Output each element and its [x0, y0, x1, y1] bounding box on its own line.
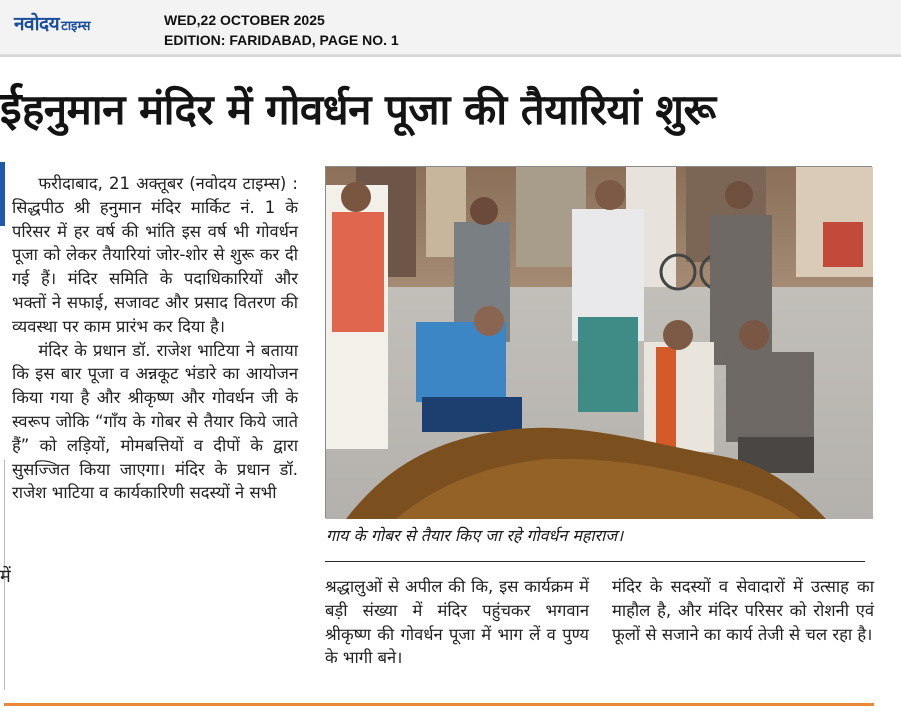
article-column-1 — [12, 172, 298, 684]
column-3-text: मंदिर के सदस्यों व सेवादारों में उत्साह का माहौल है, और मंदिर परिसर को रोशनी एवं फूलों से सजाने का कार्य तेजी से चल रहा है। — [612, 577, 874, 644]
caption-rule — [325, 561, 865, 562]
article-paragraph-1: फरीदाबाद, 21 अक्तूबर (नवोदय टाइम्स) : सिद्धपीठ श्री हनुमान मंदिर मार्किट नं. 1 के परिसर में हर वर्ष की भांति इस वर्ष भी गोवर्धन पूजा को लेकर तैयारियां जोर-शोर से शुरू कर दी गई हैं। मंदिर समिति के पदाधिकारियों और भक्तों ने सफाई, सजावट और प्रसाद वितरण की व्यवस्था पर काम प्रारंभ कर दिया है। — [12, 174, 298, 336]
edition-date: WED,22 OCTOBER 2025 — [164, 12, 325, 28]
article-photo — [325, 166, 872, 518]
edition-header — [0, 0, 901, 55]
article-column-3 — [612, 575, 874, 675]
cropped-letter: ई — [0, 83, 22, 134]
edition-page: EDITION: FARIDABAD, PAGE NO. 1 — [164, 32, 399, 48]
edition-meta — [164, 10, 399, 50]
newspaper-logo — [14, 10, 91, 35]
article-column-2 — [325, 575, 589, 675]
header-divider — [0, 55, 901, 57]
bottom-color-rule — [4, 703, 874, 706]
article-headline: हनुमान मंदिर में गोवर्धन पूजा की तैयारियां शुरू — [22, 85, 716, 134]
article-paragraph-2: मंदिर के प्रधान डॉ. राजेश भाटिया ने बताया कि इस बार पूजा व अन्नकूट भंडारे का आयोजन किया गया है और श्रीकृष्ण और गोवर्धन जी के स्वरूप जोकि “गाँय के गोबर से तैयार किये जाते हैं” को लड़ियों, मोमबत्तियों व दीपों के द्वारा सुसज्जित किया जाएगा। मंदिर के प्रधान डॉ. राजेश भाटिया व कार्यकारिणी सदस्यों ने सभी — [12, 340, 298, 503]
logo-main-text: नवोदय — [14, 13, 60, 35]
cropped-neighbor-text: में — [0, 566, 11, 587]
column-2-text: श्रद्धालुओं से अपील की कि, इस कार्यक्रम में बड़ी संख्या में मंदिर पहुंचकर भगवान श्रीकृष्ण की गोवर्धन पूजा में भाग लें व पुण्य के भागी बने। — [325, 577, 589, 668]
photo-caption: गाय के गोबर से तैयार किए जा रहे गोवर्धन महाराज। — [326, 526, 624, 545]
left-accent-bar — [0, 162, 5, 226]
logo-sub-text: टाइम्स — [61, 19, 91, 34]
